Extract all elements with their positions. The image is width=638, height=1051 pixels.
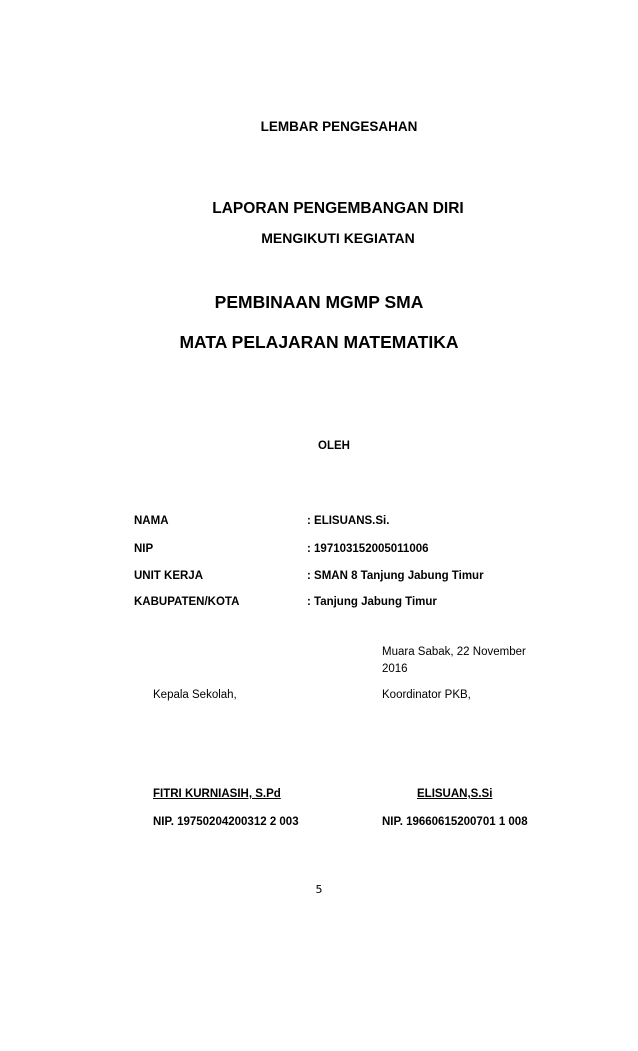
document-title: LEMBAR PENGESAHAN bbox=[260, 119, 418, 134]
identity-label-regency: KABUPATEN/KOTA bbox=[134, 596, 240, 608]
report-subtitle: MENGIKUTI KEGIATAN bbox=[261, 230, 415, 246]
activity-title: PEMBINAAN MGMP SMA bbox=[214, 292, 424, 312]
right-signatory-name: ELISUAN,S.Si bbox=[417, 788, 493, 800]
identity-label-nip: NIP bbox=[134, 543, 154, 555]
place-date: Muara Sabak, 22 November 2016 bbox=[382, 646, 526, 675]
subject-title: MATA PELAJARAN MATEMATIKA bbox=[179, 332, 459, 352]
identity-value-unit: : SMAN 8 Tanjung Jabung Timur bbox=[307, 570, 484, 582]
right-signatory-title: Koordinator PKB, bbox=[382, 689, 471, 701]
identity-value-name: : ELISUANS.Si. bbox=[307, 515, 390, 527]
right-signatory-nip: NIP. 19660615200701 1 008 bbox=[382, 816, 528, 828]
page-number: 5 bbox=[315, 883, 323, 896]
left-signatory-title: Kepala Sekolah, bbox=[153, 689, 237, 701]
by-label: OLEH bbox=[318, 440, 350, 452]
identity-label-name: NAMA bbox=[134, 515, 169, 527]
left-signatory-nip: NIP. 19750204200312 2 003 bbox=[153, 816, 299, 828]
left-signatory-name: FITRI KURNIASIH, S.Pd bbox=[153, 788, 281, 800]
identity-value-nip: : 197103152005011006 bbox=[307, 543, 429, 555]
report-title: LAPORAN PENGEMBANGAN DIRI bbox=[212, 200, 464, 217]
identity-label-unit: UNIT KERJA bbox=[134, 570, 204, 582]
identity-value-regency: : Tanjung Jabung Timur bbox=[307, 596, 437, 608]
